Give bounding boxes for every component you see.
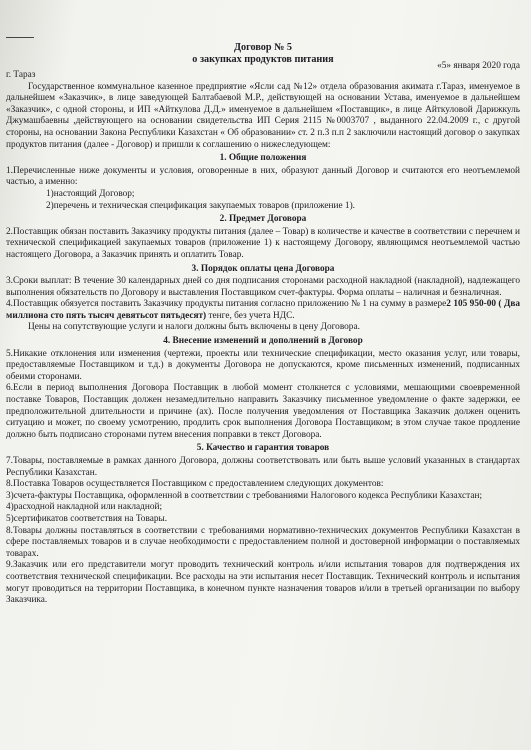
list-item: 3)счета-фактуры Поставщика, оформленной в соответствии с требованиями Налогового кодекса Республики Казахстан; <box>6 490 483 501</box>
clause-9: 9.Заказчик или его представители могут проводить технический контроль и/или испытания товаров для подтверждения их соответствия технической спецификации. Все расходы на эти испытания несет Поставщик. Технический контроль и испытания могут проводиться на территории Поставщика, в конечном пункте назначения товаров и/или в третьей организации по выбору Заказчика. <box>6 560 520 606</box>
date: «5» января 2020 года <box>437 61 520 71</box>
clause-3: 3.Сроки выплат: В течение 30 календарных дней со дня подписания сторонами расходной накладной (накладной), надлежащего выполнения обязательств по Договору и выставления Поставщиком счет-фактуры. Форма оплаты – наличная и безналичная. <box>6 276 520 298</box>
clause-4-note: Цены на сопутствующие услуги и налоги должны быть включены в цену Договора. <box>28 322 360 333</box>
clause-1: 1.Перечисленные ниже документы и условия, оговоренные в них, образуют данный Договор и считаются его неотъемлемой частью, а именно: <box>6 165 520 188</box>
section-4-heading: 4. Внесение изменений и дополнений в Договор <box>163 336 363 347</box>
clause-2: 2.Поставщик обязан поставить Заказчику продукты питания (далее – Товар) в количестве и качестве в соответствии с перечнем и технической спецификацией закупаемых товаров (приложение 1) к настоящему Договору, являющимся неотъемлемой частью настоящего Договора, а Заказчик принять и оплатить Товар. <box>6 226 520 260</box>
city-date-row <box>6 61 520 82</box>
list-item: 4)расходной накладной или накладной; <box>6 502 163 513</box>
preamble: Государственное коммунальное казенное предприятие «Ясли сад №12» отдела образования акимата г.Тараз, именуемое в дальнейшем «Заказчик», в лице заведующей Балтабаевой М.Р., действующей на основании Устава, именуемое в дальнейшем «Заказчик», с одной стороны, и ИП «Айткулова Д.Д.» именуемое в дальнейшем «Поставщик», в лице Айткуловой Дарижкуль Джумашбаевны ,действующего на основании свидетельства ИП Серия 2115 №0003707 , выданного 22.04.2009 г., с другой стороны, на основании Закона Республики Казахстан « Об образовании» ст. 2 п.3 п.п 2 заключили настоящий договор о закупках продуктов питания (далее - Договор) и пришли к соглашению о нижеследующем: <box>6 81 520 150</box>
list-item: 2)перечень и техническая спецификация закупаемых товаров (приложение 1). <box>46 200 355 211</box>
clause-8: 8.Поставка Товаров осуществляется Поставщиком с предоставлением следующих документов: <box>6 479 384 490</box>
clause-6: 6.Если в период выполнения Договора Поставщик в любой момент столкнется с условиями, мешающими своевременной поставке Товаров, Поставщик должен незамедлительно направить Заказчику письменное уведомление о факте задержки, ее предположительной длительности и причине (ах). После получения уведомления от Поставщика Заказчик должен оценить ситуацию и может, по своему усмотрению, продлить срок выполнения Договора Поставщиком; в этом случае такое продление должно быть подписано сторонами путем внесения поправки в текст Договора. <box>6 383 520 440</box>
section-2-heading: 2. Предмет Договора <box>219 214 307 225</box>
city: г. Тараз <box>6 70 36 80</box>
document-body <box>6 42 520 607</box>
scan-mark <box>6 37 34 38</box>
clause-7: 7.Товары, поставляемые в рамках данного Договора, должны соответствовать или быть выше условий указанных в стандартах Республики Казахстан. <box>6 456 520 478</box>
section-3-heading: 3. Порядок оплаты цена Договора <box>191 263 335 274</box>
document-subtitle: о закупках продуктов питания <box>192 54 334 65</box>
section-5-heading: 5. Качество и гарантия товаров <box>196 443 330 454</box>
clause-8b: 8.Товары должны поставляться в соответствии с требованиями нормативно-технических документов Республики Казахстан в сфере поставляемых товаров и в случае необходимости с предоставлением полной и достоверной информации о поставляемых товарах. <box>6 525 520 559</box>
list-item: 5)сертификатов соответствия на Товары. <box>6 513 168 524</box>
section-1-heading: 1. Общие положения <box>219 153 307 164</box>
clause-4 <box>6 299 520 322</box>
list-item: 1)настоящий Договор; <box>46 188 135 199</box>
clause-4-text: 4.Поставщик обязуется поставить Заказчику продукты питания согласно приложению № 1 на сумму в размере <box>6 299 447 310</box>
contract-amount: 2 105 950-00 ( Два миллиона сто пять тысяч девятьсот пятьдесят) <box>6 299 521 321</box>
document-title: Договор № 5 <box>234 42 292 53</box>
clause-4-tail: тенге, без учета НДС. <box>206 310 295 321</box>
clause-5: 5.Никакие отклонения или изменения (чертежи, проекты или технические спецификации, место оказания услуг, или товары, предоставляемые Поставщиком и т.д.) в документы Договора не допускаются, кроме письменных изменений, подписанных обеими сторонами. <box>6 348 520 382</box>
